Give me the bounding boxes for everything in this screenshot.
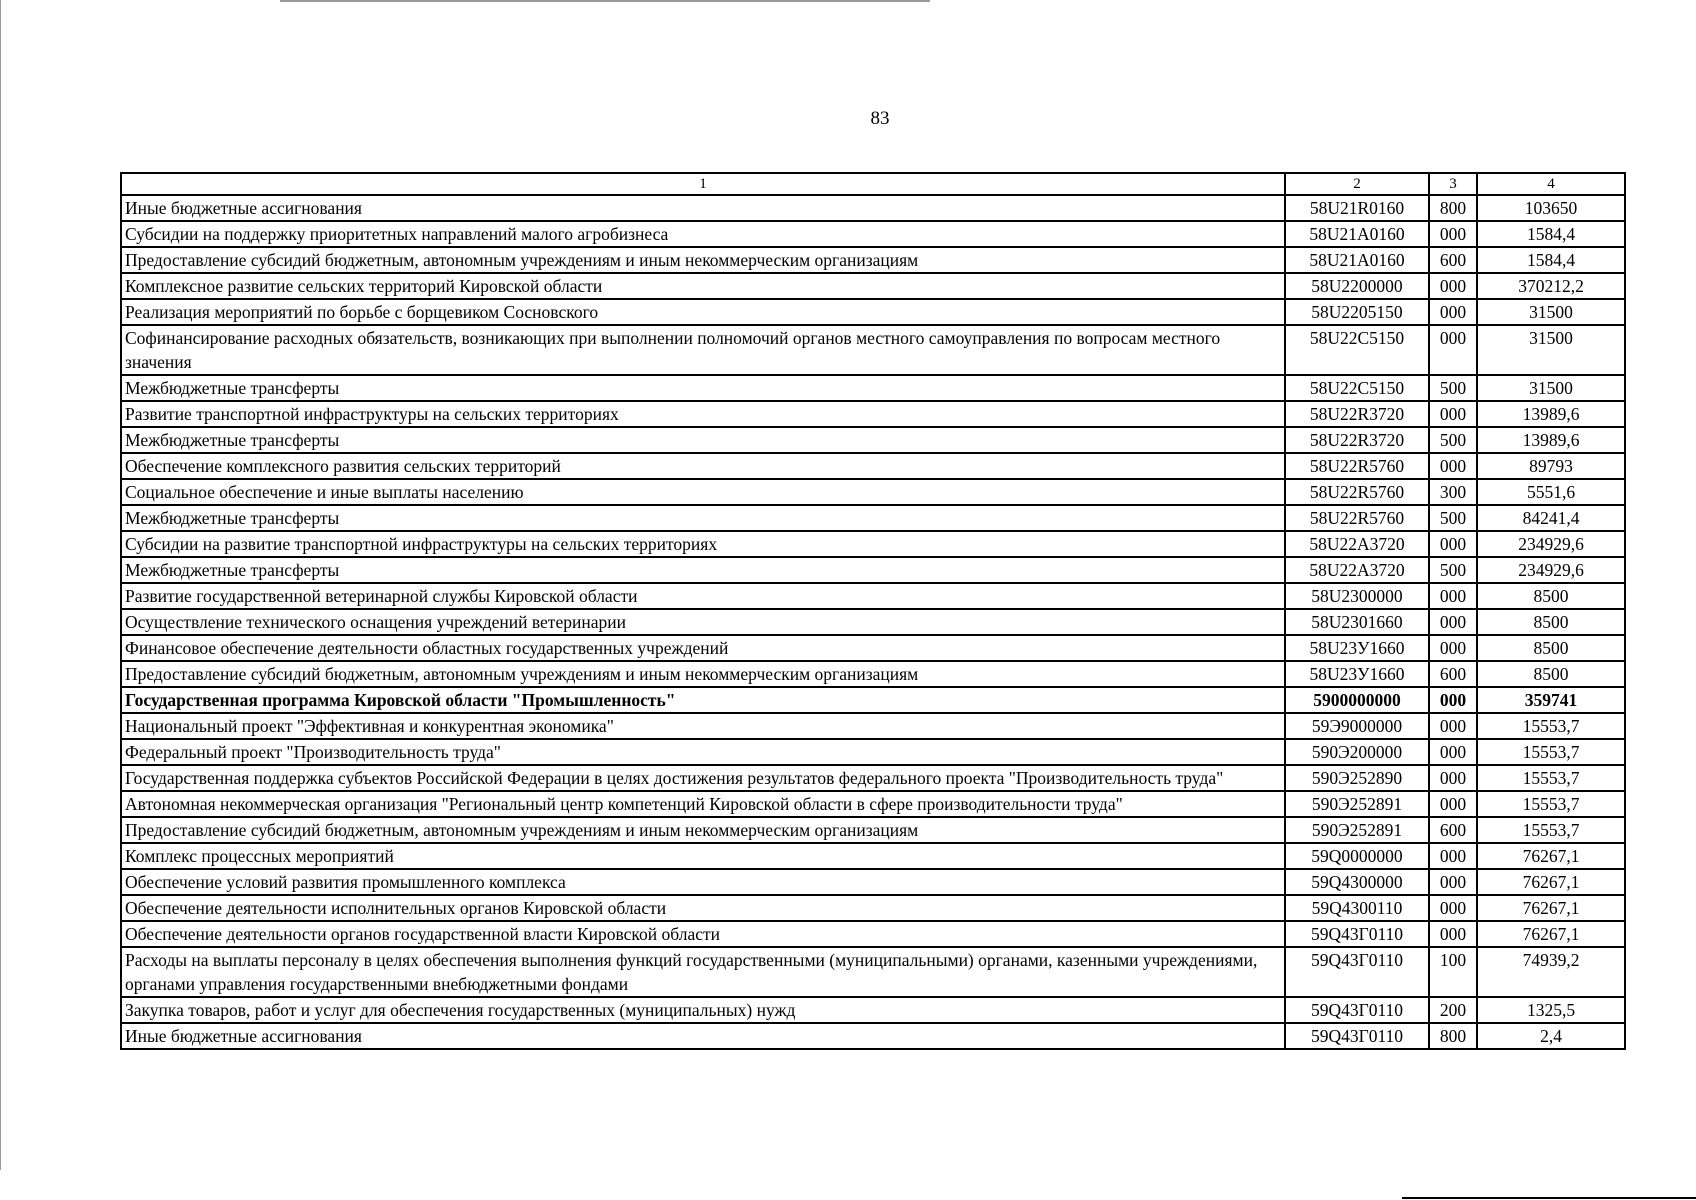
table-row: [121, 375, 1625, 401]
row-code-cell: 59Q4300110: [1285, 895, 1429, 921]
row-name-cell: Финансовое обеспечение деятельности областных государственных учреждений: [121, 635, 1285, 661]
table-row: [121, 817, 1625, 843]
table-row: [121, 557, 1625, 583]
row-sum-cell: 1584,4: [1477, 247, 1625, 273]
table-row: [121, 635, 1625, 661]
table-row: [121, 609, 1625, 635]
row-sum-cell: 31500: [1477, 299, 1625, 325]
header-col-4: 4: [1477, 173, 1625, 195]
table-header-row: [121, 173, 1625, 195]
row-sum-cell: 13989,6: [1477, 427, 1625, 453]
row-sum-cell: 76267,1: [1477, 921, 1625, 947]
row-kvr-cell: 600: [1429, 661, 1477, 687]
scan-artifact-bottom: [1402, 1197, 1696, 1199]
row-kvr-cell: 500: [1429, 505, 1477, 531]
row-name-cell: Обеспечение деятельности органов государственной власти Кировской области: [121, 921, 1285, 947]
table-row: [121, 479, 1625, 505]
row-code-cell: 58U23У1660: [1285, 661, 1429, 687]
row-kvr-cell: 200: [1429, 997, 1477, 1023]
row-kvr-cell: 500: [1429, 427, 1477, 453]
row-code-cell: 59Q43Г0110: [1285, 947, 1429, 997]
header-col-1: 1: [121, 173, 1285, 195]
row-sum-cell: 234929,6: [1477, 531, 1625, 557]
table-row: [121, 869, 1625, 895]
row-name-cell: Обеспечение условий развития промышленного комплекса: [121, 869, 1285, 895]
row-name-cell: Расходы на выплаты персоналу в целях обеспечения выполнения функций государственными (муниципальными) органами, казенными учреждениями, органами управления государственными внебюджетными фондами: [121, 947, 1285, 997]
row-kvr-cell: 000: [1429, 687, 1477, 713]
row-kvr-cell: 100: [1429, 947, 1477, 997]
table-row: [121, 531, 1625, 557]
row-name-cell: Развитие государственной ветеринарной службы Кировской области: [121, 583, 1285, 609]
row-kvr-cell: 000: [1429, 921, 1477, 947]
row-sum-cell: 89793: [1477, 453, 1625, 479]
row-code-cell: 58U2200000: [1285, 273, 1429, 299]
row-kvr-cell: 000: [1429, 843, 1477, 869]
row-code-cell: 58U21A0160: [1285, 247, 1429, 273]
scan-artifact-top: [280, 0, 930, 2]
table-row: [121, 739, 1625, 765]
row-code-cell: 590Э252890: [1285, 765, 1429, 791]
table-row: [121, 791, 1625, 817]
row-name-cell: Предоставление субсидий бюджетным, автономным учреждениям и иным некоммерческим организациям: [121, 817, 1285, 843]
row-code-cell: 58U23У1660: [1285, 635, 1429, 661]
header-col-2: 2: [1285, 173, 1429, 195]
table-row: [121, 505, 1625, 531]
row-sum-cell: 359741: [1477, 687, 1625, 713]
row-name-cell: Межбюджетные трансферты: [121, 375, 1285, 401]
row-kvr-cell: 000: [1429, 609, 1477, 635]
row-sum-cell: 15553,7: [1477, 791, 1625, 817]
row-sum-cell: 5551,6: [1477, 479, 1625, 505]
row-name-cell: Предоставление субсидий бюджетным, автономным учреждениям и иным некоммерческим организациям: [121, 247, 1285, 273]
row-code-cell: 58U22R5760: [1285, 479, 1429, 505]
row-sum-cell: 15553,7: [1477, 765, 1625, 791]
row-sum-cell: 8500: [1477, 635, 1625, 661]
row-name-cell: Социальное обеспечение и иные выплаты населению: [121, 479, 1285, 505]
row-sum-cell: 8500: [1477, 609, 1625, 635]
row-sum-cell: 15553,7: [1477, 817, 1625, 843]
row-name-cell: Государственная программа Кировской области "Промышленность": [121, 687, 1285, 713]
row-code-cell: 59Q43Г0110: [1285, 921, 1429, 947]
row-sum-cell: 76267,1: [1477, 843, 1625, 869]
table-row: [121, 453, 1625, 479]
table-row: [121, 195, 1625, 221]
table-row: [121, 687, 1625, 713]
row-kvr-cell: 000: [1429, 869, 1477, 895]
row-name-cell: Иные бюджетные ассигнования: [121, 195, 1285, 221]
row-sum-cell: 2,4: [1477, 1023, 1625, 1049]
budget-table: [120, 172, 1626, 1050]
row-kvr-cell: 000: [1429, 765, 1477, 791]
row-kvr-cell: 800: [1429, 1023, 1477, 1049]
table-row: [121, 427, 1625, 453]
row-name-cell: Межбюджетные трансферты: [121, 505, 1285, 531]
row-name-cell: Межбюджетные трансферты: [121, 557, 1285, 583]
table-row: [121, 583, 1625, 609]
row-sum-cell: 1584,4: [1477, 221, 1625, 247]
row-kvr-cell: 000: [1429, 531, 1477, 557]
row-code-cell: 590Э252891: [1285, 817, 1429, 843]
row-kvr-cell: 000: [1429, 713, 1477, 739]
row-kvr-cell: 000: [1429, 273, 1477, 299]
row-code-cell: 58U21R0160: [1285, 195, 1429, 221]
row-kvr-cell: 000: [1429, 635, 1477, 661]
row-code-cell: 59Q0000000: [1285, 843, 1429, 869]
row-kvr-cell: 000: [1429, 895, 1477, 921]
row-code-cell: 5900000000: [1285, 687, 1429, 713]
table-row: [121, 299, 1625, 325]
row-code-cell: 58U22R3720: [1285, 401, 1429, 427]
row-kvr-cell: 600: [1429, 247, 1477, 273]
table-row: [121, 843, 1625, 869]
row-kvr-cell: 000: [1429, 791, 1477, 817]
row-sum-cell: 84241,4: [1477, 505, 1625, 531]
row-name-cell: Автономная некоммерческая организация "Региональный центр компетенций Кировской области в сфере производительности труда": [121, 791, 1285, 817]
row-name-cell: Софинансирование расходных обязательств, возникающих при выполнении полномочий органов местного самоуправления по вопросам местного значения: [121, 325, 1285, 375]
table-row: [121, 221, 1625, 247]
row-code-cell: 59Q4300000: [1285, 869, 1429, 895]
row-kvr-cell: 300: [1429, 479, 1477, 505]
row-kvr-cell: 800: [1429, 195, 1477, 221]
table-row: [121, 997, 1625, 1023]
row-sum-cell: 8500: [1477, 583, 1625, 609]
row-sum-cell: 15553,7: [1477, 739, 1625, 765]
table-row: [121, 1023, 1625, 1049]
table-row: [121, 947, 1625, 997]
table-row: [121, 247, 1625, 273]
row-sum-cell: 13989,6: [1477, 401, 1625, 427]
row-sum-cell: 74939,2: [1477, 947, 1625, 997]
row-name-cell: Предоставление субсидий бюджетным, автономным учреждениям и иным некоммерческим организациям: [121, 661, 1285, 687]
row-sum-cell: 234929,6: [1477, 557, 1625, 583]
row-name-cell: Субсидии на развитие транспортной инфраструктуры на сельских территориях: [121, 531, 1285, 557]
row-code-cell: 58U2301660: [1285, 609, 1429, 635]
row-kvr-cell: 000: [1429, 583, 1477, 609]
row-kvr-cell: 000: [1429, 453, 1477, 479]
row-sum-cell: 76267,1: [1477, 869, 1625, 895]
row-name-cell: Закупка товаров, работ и услуг для обеспечения государственных (муниципальных) нужд: [121, 997, 1285, 1023]
row-name-cell: Осуществление технического оснащения учреждений ветеринарии: [121, 609, 1285, 635]
page-number: 83: [870, 108, 890, 129]
row-name-cell: Реализация мероприятий по борьбе с борщевиком Сосновского: [121, 299, 1285, 325]
table-row: [121, 765, 1625, 791]
row-code-cell: 58U22A3720: [1285, 531, 1429, 557]
row-code-cell: 59Э9000000: [1285, 713, 1429, 739]
row-kvr-cell: 000: [1429, 401, 1477, 427]
table-row: [121, 325, 1625, 375]
row-sum-cell: 15553,7: [1477, 713, 1625, 739]
row-name-cell: Обеспечение деятельности исполнительных органов Кировской области: [121, 895, 1285, 921]
row-name-cell: Субсидии на поддержку приоритетных направлений малого агробизнеса: [121, 221, 1285, 247]
row-code-cell: 58U22C5150: [1285, 375, 1429, 401]
row-code-cell: 58U2300000: [1285, 583, 1429, 609]
table-row: [121, 401, 1625, 427]
table-row: [121, 273, 1625, 299]
table-row: [121, 895, 1625, 921]
row-name-cell: Межбюджетные трансферты: [121, 427, 1285, 453]
row-sum-cell: 31500: [1477, 325, 1625, 375]
row-sum-cell: 1325,5: [1477, 997, 1625, 1023]
row-code-cell: 58U22R5760: [1285, 505, 1429, 531]
row-kvr-cell: 000: [1429, 221, 1477, 247]
row-sum-cell: 8500: [1477, 661, 1625, 687]
row-code-cell: 590Э200000: [1285, 739, 1429, 765]
row-sum-cell: 76267,1: [1477, 895, 1625, 921]
row-sum-cell: 370212,2: [1477, 273, 1625, 299]
table-row: [121, 921, 1625, 947]
row-code-cell: 58U22R5760: [1285, 453, 1429, 479]
row-sum-cell: 31500: [1477, 375, 1625, 401]
row-sum-cell: 103650: [1477, 195, 1625, 221]
row-code-cell: 58U22A3720: [1285, 557, 1429, 583]
row-kvr-cell: 000: [1429, 325, 1477, 375]
row-name-cell: Комплексное развитие сельских территорий Кировской области: [121, 273, 1285, 299]
table-row: [121, 661, 1625, 687]
row-code-cell: 58U22R3720: [1285, 427, 1429, 453]
row-name-cell: Комплекс процессных мероприятий: [121, 843, 1285, 869]
row-kvr-cell: 600: [1429, 817, 1477, 843]
row-code-cell: 58U21A0160: [1285, 221, 1429, 247]
row-name-cell: Развитие транспортной инфраструктуры на сельских территориях: [121, 401, 1285, 427]
row-kvr-cell: 000: [1429, 739, 1477, 765]
row-kvr-cell: 500: [1429, 557, 1477, 583]
row-code-cell: 59Q43Г0110: [1285, 997, 1429, 1023]
row-code-cell: 590Э252891: [1285, 791, 1429, 817]
table-body: [121, 195, 1625, 1049]
row-code-cell: 58U22C5150: [1285, 325, 1429, 375]
scan-artifact-left-edge: [0, 0, 1, 1170]
row-kvr-cell: 000: [1429, 299, 1477, 325]
row-name-cell: Обеспечение комплексного развития сельских территорий: [121, 453, 1285, 479]
header-col-3: 3: [1429, 173, 1477, 195]
row-name-cell: Иные бюджетные ассигнования: [121, 1023, 1285, 1049]
budget-table-container: [120, 172, 1624, 1050]
row-name-cell: Федеральный проект "Производительность труда": [121, 739, 1285, 765]
row-kvr-cell: 500: [1429, 375, 1477, 401]
row-code-cell: 59Q43Г0110: [1285, 1023, 1429, 1049]
row-code-cell: 58U2205150: [1285, 299, 1429, 325]
table-row: [121, 713, 1625, 739]
row-name-cell: Национальный проект "Эффективная и конкурентная экономика": [121, 713, 1285, 739]
row-name-cell: Государственная поддержка субъектов Российской Федерации в целях достижения результатов федерального проекта "Производительность труда": [121, 765, 1285, 791]
